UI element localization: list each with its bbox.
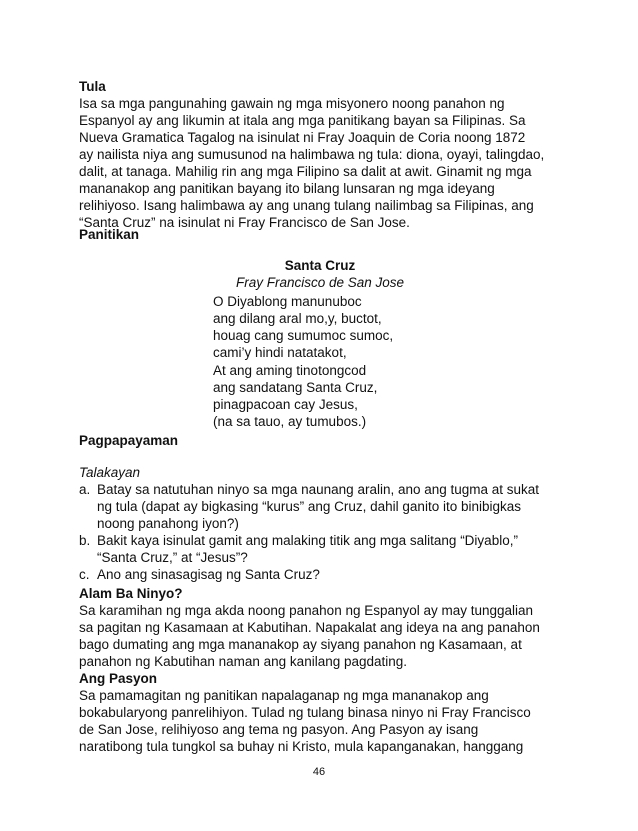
section-heading: Pagpapayaman: [79, 433, 179, 448]
list-item: [79, 532, 559, 566]
text-line: “Santa Cruz,” at “Jesus”?: [97, 550, 248, 565]
text-line: panahon ng Kabutihan naman ang kanilang pagdating.: [79, 654, 408, 669]
text-line: Nueva Gramatica Tagalog na isinulat ni Fray Joaquin de Coria noong 1872: [79, 130, 526, 145]
poem-line: pinagpacoan cay Jesus,: [213, 397, 358, 412]
poem-line: At ang aming tinotongcod: [213, 363, 367, 378]
page-number: 46: [312, 766, 326, 778]
poem-stanza: [213, 293, 513, 361]
section-pagpapayaman: [79, 432, 559, 449]
text-line: Sa pamamagitan ng panitikan napalaganap ng mga mananakop ang: [79, 688, 489, 703]
text-line: sa pagitan ng Kasamaan at Kabutihan. Napakalat ang ideya na ang panahon: [79, 620, 540, 635]
poem-author: Fray Francisco de San Jose: [235, 275, 405, 290]
text-line: mananakop ang panitikan bayang ito bilang lunsaran ng mga ideyang: [79, 181, 495, 196]
paragraph: [79, 687, 559, 755]
poem-line: cami’y hindi natatakot,: [213, 345, 347, 360]
talakayan-block: [79, 464, 559, 583]
poem-line: houag cang sumumoc sumoc,: [213, 328, 394, 343]
list-item: [79, 481, 559, 532]
list-item: [79, 566, 559, 583]
section-heading: Panitikan: [79, 227, 140, 242]
text-line: bokabularyong panrelihiyon. Tulad ng tulang binasa ninyo ni Fray Francisco: [79, 705, 531, 720]
text-line: ay nailista niya ang sumusunod na halimbawa ng tula: diona, oyayi, talingdao,: [79, 147, 545, 162]
text-line: “Santa Cruz” na isinulat ni Fray Francisco de San Jose.: [79, 215, 410, 230]
list-marker: a.: [79, 482, 91, 497]
text-line: Bakit kaya isinulat gamit ang malaking titik ang mga salitang “Diyablo,”: [97, 533, 518, 548]
section-alam-ba-ninyo: [79, 585, 559, 670]
poem-line: ang sandatang Santa Cruz,: [213, 380, 378, 395]
text-line: noong panahong iyon?): [97, 516, 239, 531]
text-line: ng tula (dapat ay bigkasing “kurus” ang Cruz, dahil ganito ito binibigkas: [97, 499, 521, 514]
paragraph: [79, 602, 559, 670]
list-marker: b.: [79, 533, 91, 548]
section-ang-pasyon: [79, 670, 559, 755]
text-line: de San Jose, relihiyoso ang tema ng pasyon. Ang Pasyon ay isang: [79, 722, 479, 737]
poem-title: Santa Cruz: [284, 258, 356, 273]
section-heading: Ang Pasyon: [79, 671, 158, 686]
text-line: Batay sa natutuhan ninyo sa mga naunang aralin, ano ang tugma at sukat: [97, 482, 540, 497]
text-line: Ano ang sinasagisag ng Santa Cruz?: [97, 567, 320, 582]
paragraph: [79, 95, 559, 231]
poem-line: (na sa tauo, ay tumubos.): [213, 414, 367, 429]
subheading: Talakayan: [79, 465, 141, 480]
section-heading: Alam Ba Ninyo?: [79, 586, 183, 601]
poem-header: [200, 257, 440, 291]
section-panitikan: [79, 226, 559, 243]
section-heading: Tula: [79, 79, 106, 94]
poem-line: ang dilang aral mo,y, buctot,: [213, 311, 382, 326]
text-line: relihiyoso. Isang halimbawa ay ang unang tulang nailimbag sa Filipinas, ang: [79, 198, 534, 213]
text-line: Isa sa mga pangunahing gawain ng mga misyonero noong panahon ng: [79, 96, 505, 111]
text-line: Espanyol ay ang likumin at itala ang mga panitikang bayan sa Filipinas. Sa: [79, 113, 526, 128]
text-line: Sa karamihan ng mga akda noong panahon ng Espanyol ay may tunggalian: [79, 603, 534, 618]
poem-line: O Diyablong manunuboc: [213, 294, 362, 309]
text-line: dalit, at tanaga. Mahilig rin ang mga Filipino sa dalit at awit. Ginamit ng mga: [79, 164, 532, 179]
list-marker: c.: [79, 567, 90, 582]
text-line: bago dumating ang mga mananakop ay siyang panahon ng Kasamaan, at: [79, 637, 522, 652]
section-tula: [79, 78, 559, 231]
poem-stanza: [213, 362, 513, 430]
text-line: naratibong tula tungkol sa buhay ni Kristo, mula kapanganakan, hanggang: [79, 739, 524, 754]
